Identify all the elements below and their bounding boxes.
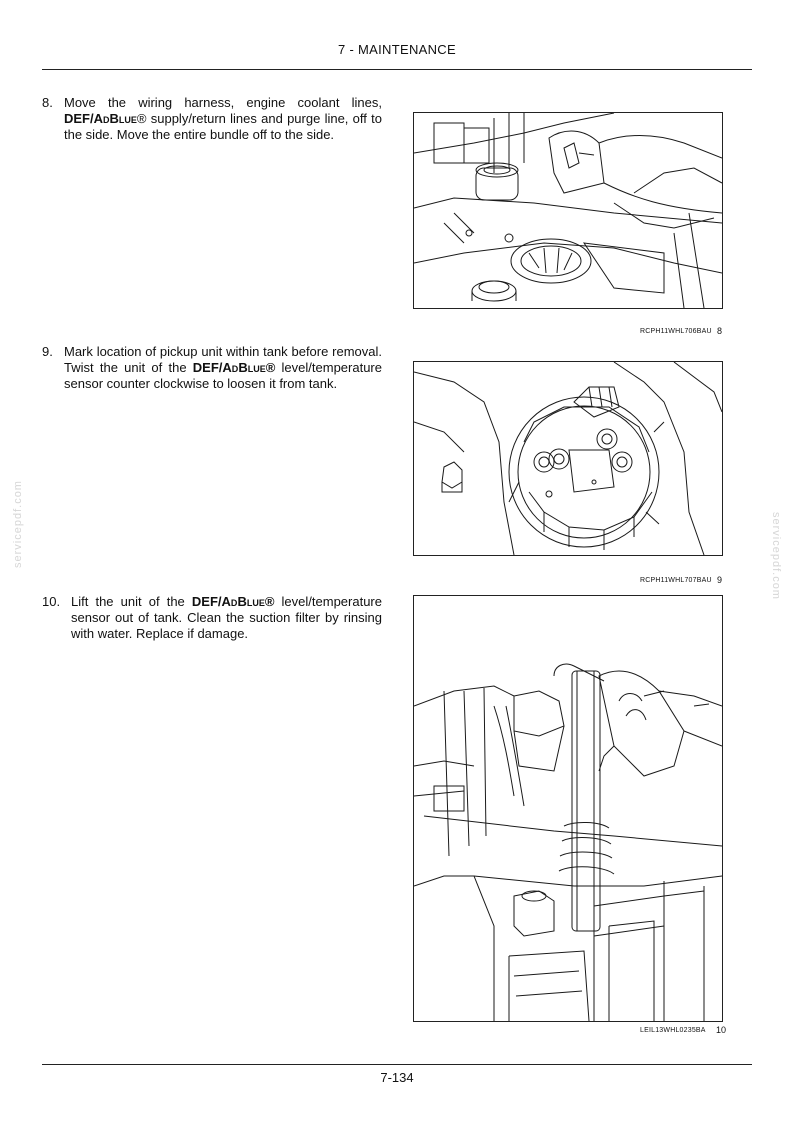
figure-9-code: RCPH11WHL707BAU bbox=[640, 577, 712, 584]
figure-10-code: LEIL13WHL0235BA bbox=[640, 1027, 706, 1034]
figure-10-illustration bbox=[413, 595, 723, 1022]
step-number: 10. bbox=[42, 594, 61, 609]
figure-8-illustration bbox=[413, 112, 723, 309]
watermark-left: servicepdf.com bbox=[12, 480, 24, 568]
footer-rule bbox=[42, 1064, 752, 1065]
step-text: Move the wiring harness, engine coolant lines, DEF/AdBlue® supply/return lines and purge line, off to the side. Move the entire bundle off to the side. bbox=[64, 95, 382, 142]
step-number: 9. bbox=[42, 344, 53, 359]
step-9 bbox=[42, 344, 382, 392]
step-8 bbox=[42, 95, 382, 143]
figure-8-number: 8 bbox=[717, 326, 723, 336]
watermark-right: servicepdf.com bbox=[770, 512, 782, 600]
step-text: Mark location of pickup unit within tank before removal. Twist the unit of the DEF/AdBlue® level/temperature sensor counter clockwise to loosen it from tank. bbox=[64, 344, 382, 391]
figure-9-illustration bbox=[413, 361, 723, 556]
page-header-title: 7 - MAINTENANCE bbox=[338, 42, 456, 57]
step-10 bbox=[42, 594, 382, 642]
figure-8-code: RCPH11WHL706BAU bbox=[640, 328, 712, 335]
figure-9-number: 9 bbox=[717, 575, 723, 585]
page-number: 7-134 bbox=[380, 1070, 414, 1085]
header-rule bbox=[42, 69, 752, 70]
step-number: 8. bbox=[42, 95, 53, 110]
figure-10-number: 10 bbox=[716, 1025, 727, 1035]
step-text: Lift the unit of the DEF/AdBlue® level/temperature sensor out of tank. Clean the suction filter by rinsing with water. Replace if damage. bbox=[71, 594, 382, 641]
